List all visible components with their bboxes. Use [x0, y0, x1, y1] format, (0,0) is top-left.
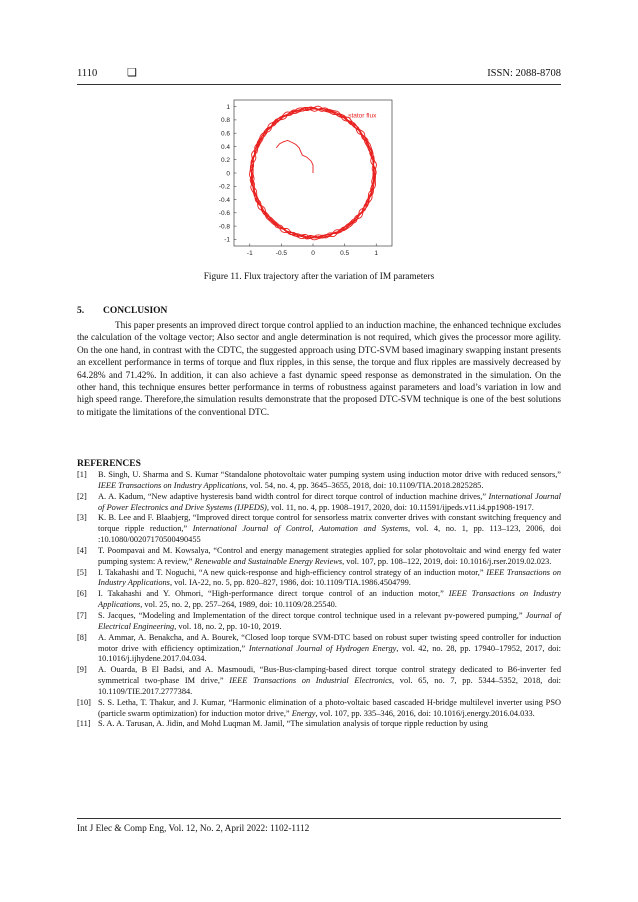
- reference-journal: International Journal of Control, Automation and Systems: [192, 524, 408, 534]
- reference-details: , vol. 54, no. 4, pp. 3645–3655, 2018, doi: 10.1109/TIA.2018.2825285.: [245, 480, 484, 490]
- reference-journal: IEEE Transactions on Industry Applications: [98, 567, 561, 588]
- x-tick-label: -1: [246, 250, 253, 257]
- reference-number: [10]: [77, 697, 91, 707]
- reference-journal: IEEE Transactions on Industry Applications: [98, 480, 246, 490]
- reference-item: [77, 633, 561, 666]
- references-heading: REFERENCES: [77, 459, 141, 469]
- reference-item: [77, 611, 561, 633]
- reference-number: [3]: [77, 513, 87, 523]
- reference-journal: Renewable and Sustainable Energy Reviews: [194, 556, 343, 566]
- conclusion-paragraph: This paper presents an improved direct torque control applied to an induction machine, the enhanced technique excludes the calculation of the voltage vector; Also sector and angle determination is not required, which gives the processor more agility. On the one hand, in contrast with the CDTC, the suggested approach using DTC-SVM based imaginary swapping instant presents an excellent performance in terms of torque and flux ripples, in this sense, the torque and flux ripples are massively decreased by 64.28% and 71.42%. In addition, it can also achieve a fast dynamic speed response as demonstrated in the simulation. On the other hand, this technique ensures better performance in terms of robustness against parameters and load’s variation in low and high speed range. Therefore,the simulation results demonstrate that the proposed DTC-SVM technique is one of the best solutions to mitigate the limitations of the conventional DTC.: [77, 321, 561, 418]
- reference-details: , vol. 65, no. 7, pp. 5344–5352, 2018, doi: 10.1109/TIE.2017.2777384.: [98, 676, 562, 696]
- reference-text: S. Jacques, “Modeling and Implementation of the direct torque control technique used in a relevant pv-powered pumping,”: [98, 610, 526, 620]
- reference-text: A. Ouarda, B El Badsi, and A. Masmoudi, “Bus-Bus-clamping-based direct torque control strategy dedicated to B6-inverter fed symmetrical two-phase IM drive,”: [98, 665, 561, 686]
- y-tick-label: 0.2: [220, 157, 230, 165]
- page-footer: Int J Elec & Comp Eng, Vol. 12, No. 2, April 2022: 1102-1112: [77, 824, 310, 834]
- reference-item: [77, 470, 561, 492]
- reference-item: [77, 513, 561, 546]
- reference-text: K. B. Lee and F. Blaabjerg, “Improved direct torque control for sensorless matrix converter drives with constant switching frequency and torque ripple reduction,”: [98, 513, 561, 534]
- reference-details: , vol. 4, no. 1, pp. 113–123, 2006, doi :10.1080/00207170500490455: [98, 524, 562, 545]
- section-number: 5.: [77, 306, 85, 316]
- y-tick-label: 0: [226, 170, 230, 178]
- reference-details: , vol. 42, no. 28, pp. 17940–17952, 2017, doi: 10.1016/j.ijhydene.2017.04.034.: [98, 643, 561, 664]
- reference-text: I. Takahashi and T. Noguchi, “A new quick-response and high-efficiency control strategy of an induction motor,”: [98, 567, 487, 577]
- reference-text: T. Poompavai and M. Kowsalya, “Control and energy management strategies applied for solar photovoltaic and wind energy fed water pumping system: A review,”: [98, 545, 561, 566]
- footer-rule: [77, 818, 561, 819]
- reference-number: [7]: [77, 610, 87, 620]
- reference-journal: IEEE Transactions on Industry Applications: [98, 589, 561, 610]
- section-title: CONCLUSION: [103, 306, 168, 316]
- page-number: 1110: [77, 67, 98, 79]
- y-tick-label: -0.2: [218, 183, 230, 191]
- reference-number: [11]: [77, 719, 91, 729]
- reference-item: [77, 698, 561, 720]
- reference-number: [6]: [77, 589, 87, 599]
- x-tick-label: 1: [374, 250, 379, 257]
- reference-journal: IEEE Transactions on Industrial Electronics: [229, 676, 393, 686]
- reference-text: A. A. Kadum, “New adaptive hysteresis band width control for direct torque control of induction machine drives,”: [98, 491, 489, 501]
- references-list: [77, 470, 561, 730]
- legend-stator-flux: stator flux: [348, 112, 377, 120]
- x-tick-label: 0: [311, 250, 315, 257]
- header-rule: [77, 84, 561, 85]
- figure-caption: Figure 11. Flux trajectory after the variation of IM parameters: [203, 272, 435, 282]
- y-tick-label: 1: [226, 103, 230, 111]
- reference-item: [77, 589, 561, 611]
- x-tick-label: 0.5: [340, 250, 350, 257]
- reference-journal: Energy: [291, 708, 316, 718]
- reference-details: , vol. IA-22, no. 5, pp. 820–827, 1986, doi: 10.1109/TIA.1986.4504799.: [169, 578, 411, 588]
- y-tick-label: -1: [224, 236, 230, 244]
- reference-item: [77, 546, 561, 568]
- reference-item: [77, 665, 561, 698]
- reference-details: , vol. 11, no. 4, pp. 1908–1917, 2020, doi: 10.11591/ijpeds.v11.i4.pp1908-1917.: [266, 502, 534, 512]
- reference-details: , vol. 107, pp. 108–122, 2019, doi: 10.1016/j.rser.2019.02.023.: [342, 556, 552, 566]
- reference-number: [8]: [77, 632, 87, 642]
- reference-item: [77, 492, 561, 514]
- y-tick-label: 0.8: [220, 117, 230, 125]
- reference-number: [9]: [77, 665, 87, 675]
- reference-item: [77, 568, 561, 590]
- y-tick-label: 0.4: [220, 143, 230, 151]
- reference-details: , vol. 25, no. 2, pp. 257–264, 1989, doi: 10.1109/28.25540.: [140, 600, 337, 610]
- reference-number: [4]: [77, 545, 87, 555]
- reference-details: , vol. 18, no. 2, pp. 10-10, 2019.: [174, 621, 282, 631]
- reference-text: I. Takahashi and Y. Ohmori, “High-performance direct torque control of an induction motor,”: [98, 589, 449, 599]
- reference-item: [77, 719, 561, 730]
- issn: ISSN: 2088-8708: [487, 67, 561, 79]
- page-header: [77, 66, 561, 80]
- reference-number: [1]: [77, 470, 87, 479]
- flux-chart: [196, 96, 396, 268]
- reference-journal: International Journal of Power Electronics and Drive Systems (IJPEDS): [98, 491, 561, 512]
- reference-text: S. A. A. Tarusan, A. Jidin, and Mohd Luqman M. Jamil, “The simulation analysis of torque ripple reduction by using: [98, 719, 488, 729]
- reference-text: S. S. Letha, T. Thakur, and J. Kumar, “Harmonic elimination of a photo-voltaic based cascaded H-bridge multilevel inverter using PSO (particle swarm optimization) for induction motor drive,”: [98, 697, 561, 718]
- y-tick-label: 0.6: [220, 130, 230, 138]
- reference-text: A. Ammar, A. Benakcha, and A. Bourek, “Closed loop torque SVM-DTC based on robust super twisting speed controller for induction motor drive with efficiency optimization,”: [98, 632, 561, 653]
- reference-text: B. Singh, U. Sharma and S. Kumar “Standalone photovoltaic water pumping system using induction motor drive with reduced sensors,”: [98, 470, 561, 479]
- reference-details: , vol. 107, pp. 335–346, 2016, doi: 10.1016/j.energy.2016.04.033.: [315, 708, 535, 718]
- square-box-icon: ❑: [127, 67, 137, 79]
- y-tick-label: -0.8: [218, 223, 230, 231]
- reference-journal: International Journal of Hydrogen Energy: [248, 643, 397, 653]
- x-tick-label: -0.5: [275, 250, 288, 257]
- flux-trajectory-figure: [196, 96, 396, 268]
- reference-number: [5]: [77, 567, 87, 577]
- section-heading: [77, 306, 167, 316]
- y-tick-label: -0.4: [218, 196, 230, 204]
- reference-journal: Journal of Electrical Engineering: [98, 610, 561, 631]
- reference-number: [2]: [77, 491, 87, 501]
- y-tick-label: -0.6: [218, 210, 230, 218]
